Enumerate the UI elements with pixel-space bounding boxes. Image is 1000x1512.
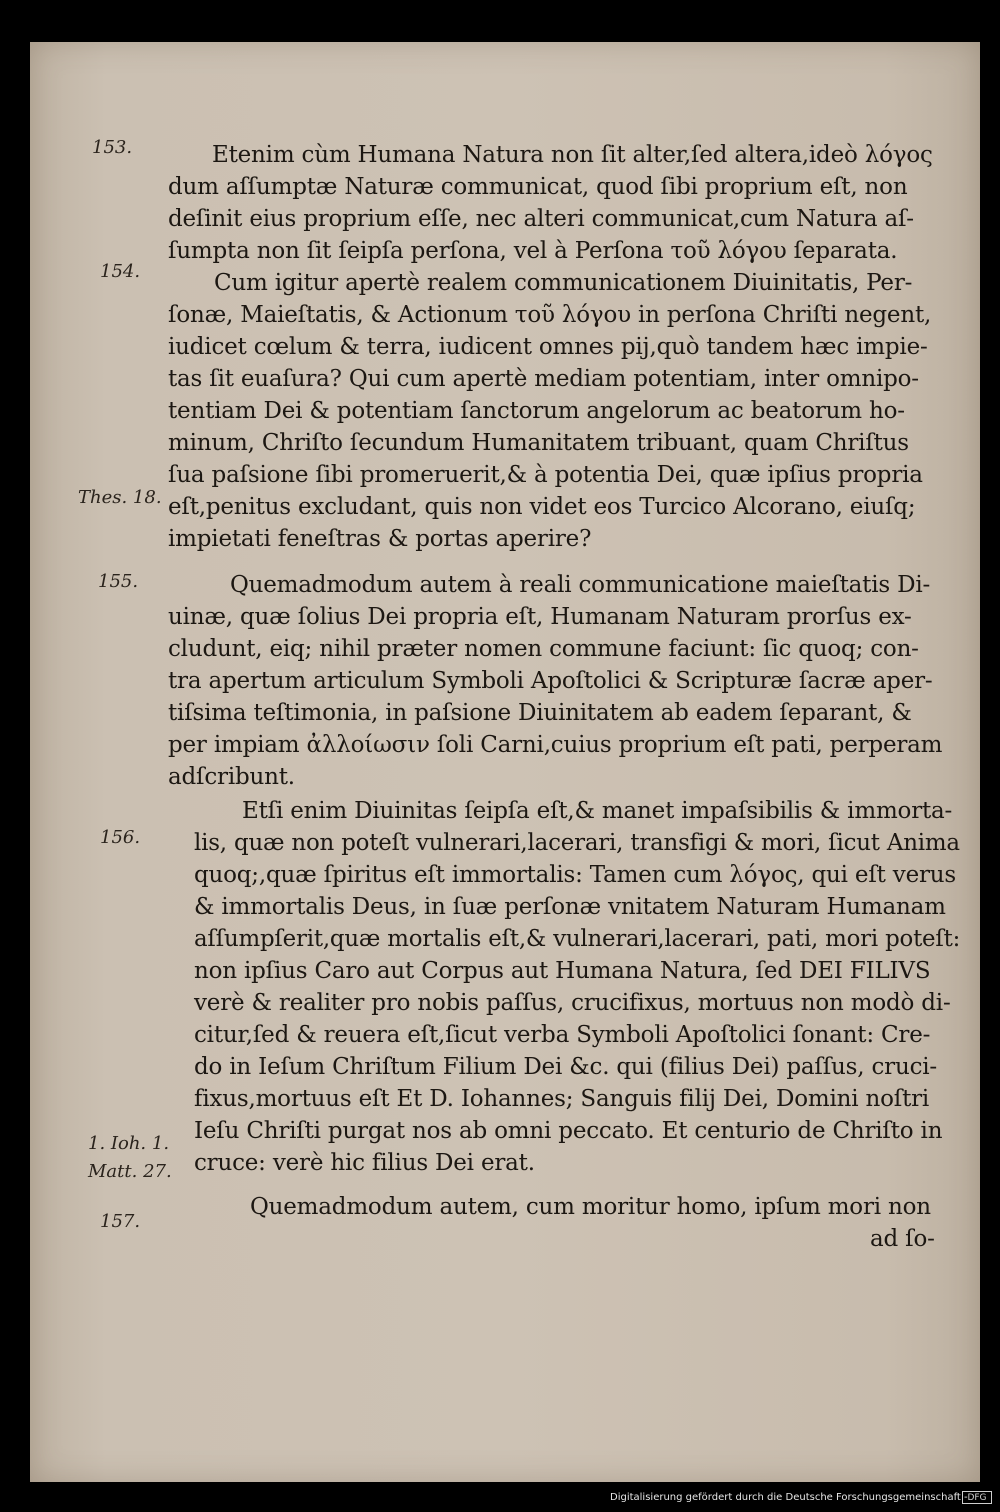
margin-note-1-ioh-1: 1. Ioh. 1. — [88, 1133, 170, 1154]
margin-note-matt-27: Matt. 27. — [88, 1161, 172, 1182]
margin-note-155: 155. — [98, 571, 139, 592]
text-line: & immortalis Deus, in ſuæ perſonæ vnitatem Naturam Humanam — [194, 894, 946, 920]
text-line: cludunt, eiq; nihil præter nomen commune faciunt: ſic quoq; con- — [168, 636, 919, 662]
text-line: Etſi enim Diuinitas ſeipſa eſt,& manet impaſsibilis & immorta- — [242, 798, 953, 824]
text-line: deſinit eius proprium eſſe, nec alteri communicat,cum Natura aſ- — [168, 206, 914, 232]
text-line: Cum igitur apertè realem communicationem Diuinitatis, Per- — [214, 270, 913, 296]
text-line: aſſumpſerit,quæ mortalis eſt,& vulnerari,lacerari, pati, mori poteſt: — [194, 926, 961, 952]
text-line: tentiam Dei & potentiam ſanctorum angelorum ac beatorum ho- — [168, 398, 905, 424]
dfg-logo: DFG — [962, 1491, 992, 1504]
text-line: ſonæ, Maieſtatis, & Actionum τοῦ λόγου in perſona Chriſti negent, — [168, 302, 932, 328]
text-line: tiſsima teſtimonia, in paſsione Diuinitatem ab eadem ſeparant, & — [168, 700, 912, 726]
text-line: eſt,penitus excludant, quis non videt eos Turcico Alcorano, eiuſq; — [168, 494, 916, 520]
text-line: Ieſu Chriſti purgat nos ab omni peccato. Et centurio de Chriſto in — [194, 1118, 943, 1144]
text-line: cruce: verè hic filius Dei erat. — [194, 1150, 535, 1176]
text-line: per impiam ἀλλοίωσιν ſoli Carni,cuius proprium eſt pati, perperam — [168, 732, 943, 758]
text-line: iudicet cœlum & terra, iudicent omnes pij,quò tandem hæc impie- — [168, 334, 928, 360]
text-line: Etenim cùm Humana Natura non ſit alter,ſed altera,ideò λόγος — [212, 142, 933, 168]
digitization-credit: Digitalisierung gefördert durch die Deutsche Forschungsgemeinschaft - — [610, 1492, 968, 1503]
margin-note-thes-18: Thes. 18. — [78, 487, 162, 508]
text-line: uinæ, quæ ſolius Dei propria eſt, Humanam Naturam prorſus ex- — [168, 604, 912, 630]
text-line: Quemadmodum autem à reali communicatione maieſtatis Di- — [230, 572, 931, 598]
text-line: non ipſius Caro aut Corpus aut Humana Natura, ſed DEI FILIVS — [194, 958, 931, 984]
text-line: ſumpta non ſit ſeipſa perſona, vel à Perſona τοῦ λόγου ſeparata. — [168, 238, 898, 264]
text-line: tra apertum articulum Symboli Apoſtolici & Scripturæ ſacræ aper- — [168, 668, 933, 694]
text-line: quoq;,quæ ſpiritus eſt immortalis: Tamen cum λόγος, qui eſt verus — [194, 862, 957, 888]
text-line: impietati feneſtras & portas aperire? — [168, 526, 592, 552]
book-page — [30, 42, 980, 1482]
margin-note-153: 153. — [92, 137, 133, 158]
text-line: tas ſit euaſura? Qui cum apertè mediam potentiam, inter omnipo- — [168, 366, 919, 392]
catchword: ad ſo- — [870, 1226, 935, 1252]
margin-note-157: 157. — [100, 1211, 141, 1232]
text-line: minum, Chriſto ſecundum Humanitatem tribuant, quam Chriſtus — [168, 430, 909, 456]
margin-note-154: 154. — [100, 261, 141, 282]
text-line: fixus,mortuus eſt Et D. Iohannes; Sanguis filij Dei, Domini noſtri — [194, 1086, 930, 1112]
text-line: citur,ſed & reuera eſt,ſicut verba Symboli Apoſtolici ſonant: Cre- — [194, 1022, 931, 1048]
text-line: adſcribunt. — [168, 764, 295, 790]
text-line: ſua paſsione ſibi promeruerit,& à potentia Dei, quæ ipſius propria — [168, 462, 923, 488]
text-line: dum aſſumptæ Naturæ communicat, quod ſibi proprium eſt, non — [168, 174, 908, 200]
text-line: lis, quæ non poteſt vulnerari,lacerari, transfigi & mori, ſicut Anima — [194, 830, 960, 856]
margin-note-156: 156. — [100, 827, 141, 848]
text-line: verè & realiter pro nobis paſſus, crucifixus, mortuus non modò di- — [194, 990, 951, 1016]
text-line: Quemadmodum autem, cum moritur homo, ipſum mori non — [250, 1194, 931, 1220]
text-line: do in Ieſum Chriſtum Filium Dei &c. qui (filius Dei) paſſus, cruci- — [194, 1054, 937, 1080]
